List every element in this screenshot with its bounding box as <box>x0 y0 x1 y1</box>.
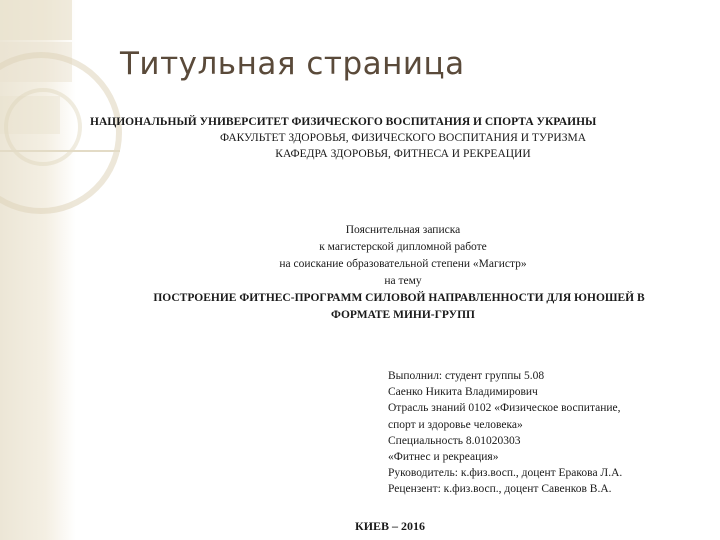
note-line: Пояснительная записка <box>345 224 461 236</box>
note-line: на соискание образовательной степени «Магистр» <box>279 258 527 270</box>
author-line: Выполнил: студент группы 5.08 <box>388 370 545 382</box>
author-name: Саенко Никита Владимирович <box>388 386 538 399</box>
city-year: КИЕВ – 2016 <box>355 519 426 533</box>
specialty-name: «Фитнес и рекреация» <box>388 451 499 464</box>
faculty-name: ФАКУЛЬТЕТ ЗДОРОВЬЯ, ФИЗИЧЕСКОГО ВОСПИТАНИЯ И ТУРИЗМА <box>219 132 587 144</box>
decorative-ring <box>4 88 82 166</box>
field-of-knowledge: Отрасль знаний 0102 «Физическое воспитание, <box>388 402 621 415</box>
slide-title: Титульная страница <box>120 46 465 82</box>
supervisor: Руководитель: к.физ.восп., доцент Еракова Л.А. <box>388 467 623 480</box>
department-name: КАФЕДРА ЗДОРОВЬЯ, ФИТНЕСА И РЕКРЕАЦИИ <box>275 148 531 160</box>
note-line: на тему <box>384 275 422 287</box>
university-block <box>86 114 720 162</box>
university-name: НАЦИОНАЛЬНЫЙ УНИВЕРСИТЕТ ФИЗИЧЕСКОГО ВОСПИТАНИЯ И СПОРТА УКРАИНЫ <box>90 116 597 128</box>
specialty-code: Специальность 8.01020303 <box>388 434 521 447</box>
thesis-topic: ПОСТРОЕНИЕ ФИТНЕС-ПРОГРАММ СИЛОВОЙ НАПРАВЛЕННОСТИ ДЛЯ ЮНОШЕЙ В <box>153 292 645 304</box>
note-block <box>86 222 720 324</box>
note-line: к магистерской дипломной работе <box>319 241 487 253</box>
reviewer: Рецензент: к.физ.восп., доцент Савенков В.А. <box>388 483 612 496</box>
field-of-knowledge-continued: спорт и здоровье человека» <box>388 418 523 431</box>
decorative-square <box>0 0 72 40</box>
author-info-block <box>388 368 622 498</box>
thesis-topic-continued: ФОРМАТЕ МИНИ-ГРУПП <box>330 309 476 321</box>
